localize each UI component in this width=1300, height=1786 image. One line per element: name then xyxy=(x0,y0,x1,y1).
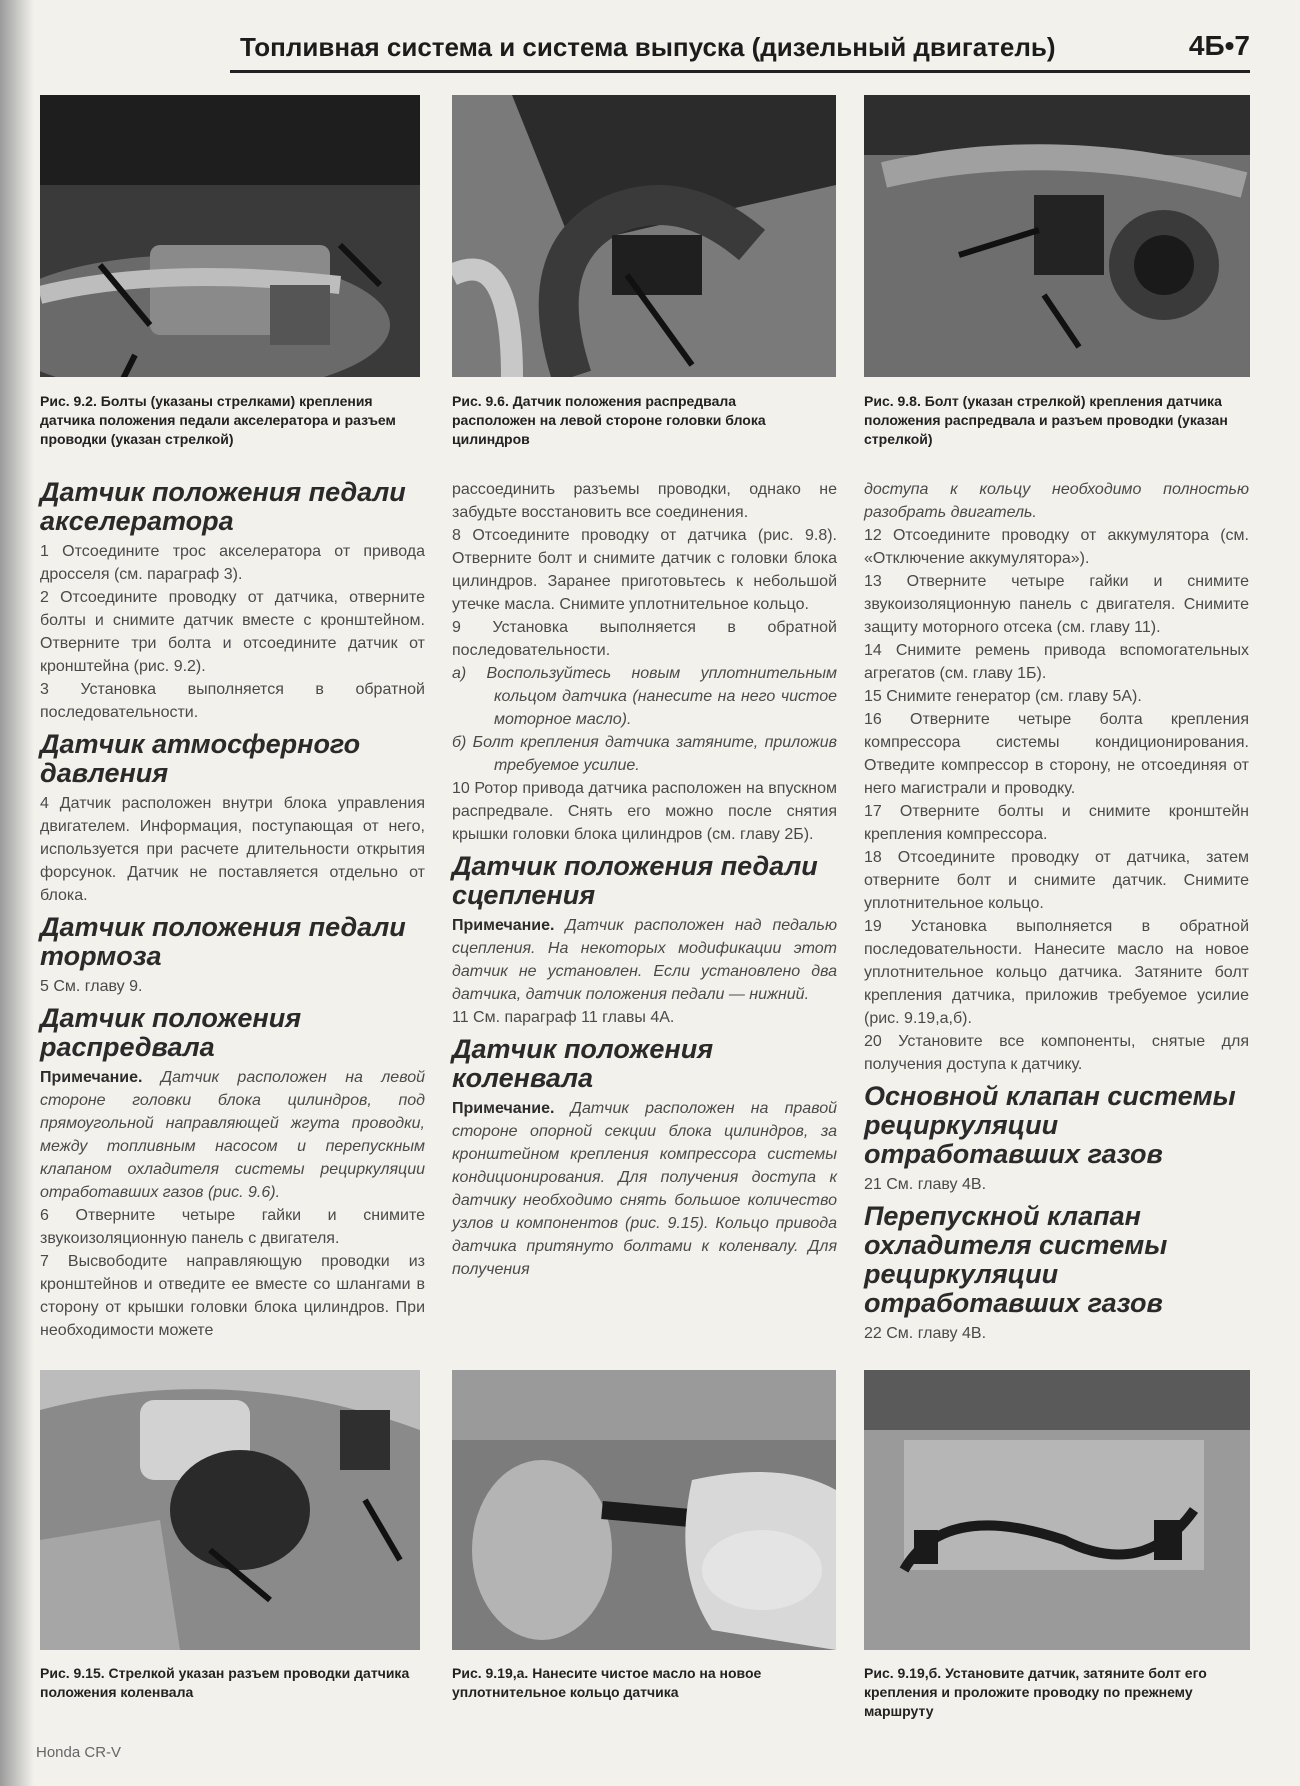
photo-fig-9-6 xyxy=(452,95,836,377)
heading-atmospheric-sensor: Датчик атмосферного давления xyxy=(40,729,361,788)
note-clutch xyxy=(452,914,837,1006)
caption-fig-9-19b: Рис. 9.19,б. Установите датчик, затяните болт его крепления и проложите проводку по прежнему маршруту xyxy=(864,1665,1207,1719)
page-number: 4Б•7 xyxy=(1188,30,1250,61)
page-header xyxy=(230,30,1250,73)
text-column-2 xyxy=(452,478,837,1281)
paragraph-2: 2 Отсоедините проводку от датчика, отверните болты и снимите датчик вместе с кронштейном. Отверните три болта и отсоедините датчик от кронштейна (рис. 9.2). xyxy=(40,589,425,675)
photo-fig-9-2 xyxy=(40,95,420,377)
paragraph-21: 21 См. главу 4В. xyxy=(864,1176,987,1193)
paragraph-10: 10 Ротор привода датчика расположен на впускном распредвале. Снять его можно после снятия крышки головки блока цилиндров (см. главу 2Б). xyxy=(452,780,837,843)
paragraph-14: 14 Снимите ремень привода вспомогательных агрегатов (см. главу 1Б). xyxy=(864,642,1249,682)
photo-fig-9-19b xyxy=(864,1370,1250,1650)
note-label: Примечание. xyxy=(40,1069,143,1086)
page-binding-shadow xyxy=(0,0,34,1786)
caption-fig-9-6: Рис. 9.6. Датчик положения распредвала расположен на левой стороне головки блока цилиндров xyxy=(452,393,766,447)
heading-clutch-sensor: Датчик положения педали сцепления xyxy=(452,851,818,910)
heading-egr-valve: Основной клапан системы рециркуляции отработавших газов xyxy=(864,1081,1236,1169)
text-column-1 xyxy=(40,472,425,1342)
paragraph-4: 4 Датчик расположен внутри блока управления двигателем. Информация, поступающая от него, используется при расчете длительности открытия форсунок. Датчик не поставляется отдельно от блока. xyxy=(40,795,425,904)
photo-fig-9-19a xyxy=(452,1370,836,1650)
paragraph-6: 6 Отверните четыре гайки и снимите звукоизоляционную панель с двигателя. xyxy=(40,1207,425,1247)
photo-fig-9-8 xyxy=(864,95,1250,377)
note-clutch-text: Датчик расположен над педалью сцепления. На некоторых модификации этот датчик не установлен. Если установлено два датчика, датчик положения педали — нижний. xyxy=(452,917,837,1003)
paragraph-7: 7 Высвободите направляющую проводки из кронштейнов и отведите ее вместе со шлангами в сторону от крышки головки блока цилиндров. При необходимости можете xyxy=(40,1253,425,1339)
paragraph-12: 12 Отсоедините проводку от аккумулятора (см. «Отключение аккумулятора»). xyxy=(864,527,1249,567)
heading-egr-bypass-valve: Перепускной клапан охладителя системы рециркуляции отработавших газов xyxy=(864,1201,1168,1318)
note-label: Примечание. xyxy=(452,1100,555,1117)
paragraph-17: 17 Отверните болты и снимите кронштейн крепления компрессора. xyxy=(864,803,1249,843)
heading-crankshaft-sensor: Датчик положения коленвала xyxy=(452,1034,714,1093)
note-camshaft xyxy=(40,1066,425,1204)
paragraph-11: 11 См. параграф 11 главы 4А. xyxy=(452,1009,675,1026)
note-camshaft-text: Датчик расположен на левой стороне головки блока цилиндров, под прямоугольной направляющей жгута проводки, между топливным насосом и перепускным клапаном охладителя системы рециркуляции отработавших газов (рис. 9.6). xyxy=(40,1069,425,1201)
paragraph-13: 13 Отверните четыре гайки и снимите звукоизоляционную панель с двигателя. Снимите защиту моторного отсека (см. главу 11). xyxy=(864,573,1249,636)
caption-fig-9-2: Рис. 9.2. Болты (указаны стрелками) крепления датчика положения педали акселератора и разъем проводки (указан стрелкой) xyxy=(40,393,396,447)
note-label: Примечание. xyxy=(452,917,555,934)
paragraph-9b: б) Болт крепления датчика затяните, приложив требуемое усилие. xyxy=(452,734,837,774)
paragraph-1: 1 Отсоедините трос акселератора от привода дросселя (см. параграф 3). xyxy=(40,543,425,583)
paragraph-3: 3 Установка выполняется в обратной последовательности. xyxy=(40,681,425,721)
note-crankshaft xyxy=(452,1097,837,1281)
caption-fig-9-8: Рис. 9.8. Болт (указан стрелкой) крепления датчика положения распредвала и разъем проводки (указан стрелкой) xyxy=(864,393,1228,447)
paragraph-crank-cont: доступа к кольцу необходимо полностью разобрать двигатель. xyxy=(864,481,1249,521)
heading-brake-sensor: Датчик положения педали тормоза xyxy=(40,912,406,971)
heading-accelerator-sensor: Датчик положения педали акселератора xyxy=(40,477,406,536)
paragraph-15: 15 Снимите генератор (см. главу 5А). xyxy=(864,688,1142,705)
caption-fig-9-19a: Рис. 9.19,а. Нанесите чистое масло на новое уплотнительное кольцо датчика xyxy=(452,1665,762,1700)
paragraph-18: 18 Отсоедините проводку от датчика, затем отверните болт и снимите датчик. Снимите уплотнительное кольцо. xyxy=(864,849,1249,912)
paragraph-9a: а) Воспользуйтесь новым уплотнительным кольцом датчика (нанесите на него чистое моторное масло). xyxy=(452,665,837,728)
text-column-3 xyxy=(864,478,1249,1345)
paragraph-19: 19 Установка выполняется в обратной последовательности. Нанесите масло на новое уплотнительное кольцо датчика. Затяните болт крепления датчика, приложив требуемое усилие (рис. 9.19,а,б). xyxy=(864,918,1249,1027)
paragraph-22: 22 См. главу 4В. xyxy=(864,1325,987,1342)
paragraph-7-cont: рассоединить разъемы проводки, однако не забудьте восстановить все соединения. xyxy=(452,481,837,521)
paragraph-9: 9 Установка выполняется в обратной последовательности. xyxy=(452,619,837,659)
paragraph-5: 5 См. главу 9. xyxy=(40,978,143,995)
paragraph-8: 8 Отсоедините проводку от датчика (рис. 9.8). Отверните болт и снимите датчик с головки блока цилиндров. Заранее приготовьтесь к небольшой утечке масла. Снимите уплотнительное кольцо. xyxy=(452,527,837,613)
caption-fig-9-15: Рис. 9.15. Стрелкой указан разъем проводки датчика положения коленвала xyxy=(40,1665,410,1700)
page-footer: Honda CR-V xyxy=(36,1744,122,1761)
note-crankshaft-text: Датчик расположен на правой стороне опорной секции блока цилиндров, за кронштейном крепления компрессора системы кондиционирования. Для получения доступа к датчику необходимо снять большое количество узлов и компонентов (рис. 9.15). Кольцо привода датчика притянуто болтами к коленвалу. Для получения xyxy=(452,1100,837,1278)
chapter-title: Топливная система и система выпуска (дизельный двигатель) xyxy=(240,32,1056,62)
photo-fig-9-15 xyxy=(40,1370,420,1650)
paragraph-20: 20 Установите все компоненты, снятые для получения доступа к датчику. xyxy=(864,1033,1249,1073)
heading-camshaft-sensor: Датчик положения распредвала xyxy=(40,1003,302,1062)
paragraph-16: 16 Отверните четыре болта крепления компрессора системы кондиционирования. Отведите компрессор в сторону, не отсоединяя от него магистрали и проводку. xyxy=(864,711,1249,797)
